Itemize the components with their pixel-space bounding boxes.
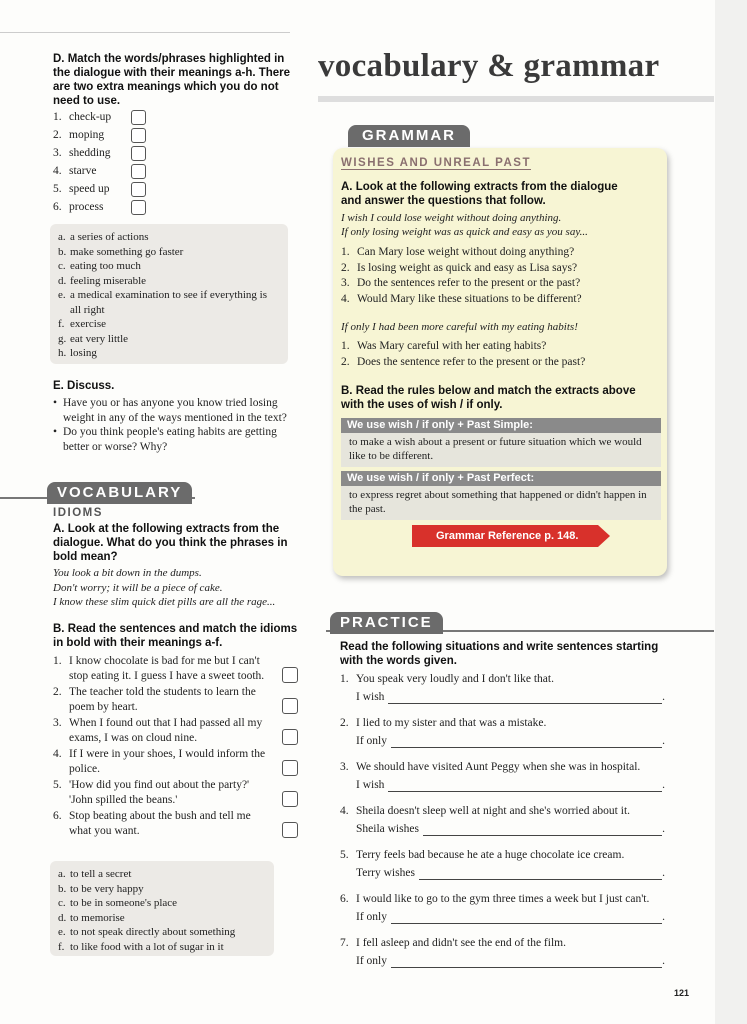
rule-2-header: We use wish / if only + Past Perfect:	[341, 471, 661, 486]
meaning-item	[58, 274, 280, 289]
practice-item	[340, 848, 665, 880]
sentence-text: Stop beating about the bush and tell me what you want.	[69, 810, 251, 837]
meaning-letter: e.	[58, 289, 66, 301]
item-word: starve	[69, 165, 97, 177]
grammar-question	[341, 355, 651, 371]
idiom-meaning	[58, 867, 266, 882]
meaning-text: make something go faster	[70, 245, 184, 258]
answer-line[interactable]	[423, 825, 662, 836]
page-number: 121	[674, 988, 690, 998]
practice-answer-row	[340, 866, 665, 881]
item-number: 1.	[340, 673, 349, 685]
sentence-text: The teacher told the students to learn the poem by heart.	[69, 686, 256, 713]
item-number: 1.	[53, 655, 62, 667]
meaning-letter: h.	[58, 347, 67, 359]
practice-answer-row	[340, 690, 665, 705]
question-text: Can Mary lose weight without doing anything?	[357, 246, 575, 258]
meaning-text: to tell a secret	[70, 868, 132, 880]
meaning-letter: a.	[58, 868, 66, 880]
item-number: 6.	[53, 810, 62, 822]
meaning-item	[58, 332, 280, 347]
grammar-question	[341, 339, 651, 355]
period: .	[662, 954, 665, 967]
meaning-text: to be in someone's place	[70, 897, 178, 909]
idiom-meanings-box	[50, 861, 274, 956]
grammar-subheading: WISHES AND UNREAL PAST	[341, 157, 531, 169]
period: .	[662, 690, 665, 703]
situation-text: Terry feels bad because he ate a huge chocolate ice cream.	[356, 849, 625, 861]
practice-item	[340, 672, 665, 704]
period: .	[662, 866, 665, 879]
meaning-letter: b.	[58, 882, 67, 895]
sentence-text: 'How did you find out about the party?' 'John spilled the beans.'	[69, 779, 250, 806]
practice-situation	[340, 760, 665, 775]
answer-line[interactable]	[391, 913, 662, 924]
sentence-text: I know chocolate is bad for me but I can't stop eating it. I guess I have a sweet tooth.	[69, 655, 265, 682]
answer-start: Sheila wishes	[356, 822, 419, 835]
item-number: 4.	[340, 805, 349, 817]
page-title: vocabulary & grammar	[318, 48, 660, 84]
question-text: Do the sentences refer to the present or the past?	[357, 277, 581, 289]
practice-situation	[340, 804, 665, 819]
answer-box[interactable]	[282, 791, 298, 807]
idiom-meaning	[58, 911, 266, 926]
item-word: shedding	[69, 147, 111, 159]
practice-item	[340, 892, 665, 924]
answer-line[interactable]	[391, 737, 662, 748]
section-e-bullets	[53, 396, 303, 454]
practice-item	[340, 936, 665, 968]
meaning-letter: f.	[58, 318, 65, 330]
word-list-item	[53, 126, 146, 144]
word-list-item	[53, 144, 146, 162]
item-word: check-up	[69, 111, 112, 123]
sentence-text: If I were in your shoes, I would inform the police.	[69, 748, 266, 775]
item-word: process	[69, 201, 104, 213]
bullet-icon: •	[53, 426, 58, 438]
answer-box[interactable]	[131, 182, 146, 197]
answer-box[interactable]	[131, 200, 146, 215]
situation-text: I fell asleep and didn't see the end of the film.	[356, 937, 566, 949]
answer-box-wrap	[269, 809, 298, 838]
idiom-meaning	[58, 940, 266, 955]
meaning-text: eat very little	[70, 332, 129, 345]
item-number: 2.	[340, 717, 349, 729]
grammar-questions-2	[341, 339, 651, 370]
rule-1-body: to make a wish about a present or future situation which we would like to be different.	[341, 433, 661, 467]
situation-text: You speak very loudly and I don't like that.	[356, 673, 554, 685]
meaning-text: losing	[70, 347, 97, 359]
answer-start: I wish	[356, 690, 385, 703]
item-number: 3.	[341, 277, 350, 289]
grammar-question	[341, 292, 651, 308]
period: .	[662, 822, 665, 835]
word-list-item	[53, 108, 146, 126]
grammar-extract-2: If only losing weight was as quick and easy as you say...	[341, 226, 588, 238]
item-word: speed up	[69, 183, 110, 195]
grammar-rule-2	[341, 471, 661, 520]
word-list-item	[53, 198, 146, 216]
item-number: 1.	[341, 340, 350, 352]
item-number: 1.	[341, 246, 350, 258]
meaning-letter: d.	[58, 911, 67, 924]
answer-box-wrap	[269, 685, 298, 714]
item-number: 7.	[340, 937, 349, 949]
practice-situation	[340, 672, 665, 687]
question-text: Is losing weight as quick and easy as Lisa says?	[357, 261, 578, 274]
meaning-letter: g.	[58, 332, 67, 345]
answer-box[interactable]	[131, 128, 146, 143]
answer-box-wrap	[269, 747, 298, 776]
meaning-text: to like food with a lot of sugar in it	[70, 940, 224, 953]
answer-line[interactable]	[391, 957, 662, 968]
meaning-text: to memorise	[70, 911, 125, 924]
dialogue-extract: Don't worry; it will be a piece of cake.	[53, 581, 223, 594]
word-list-item	[53, 162, 146, 180]
title-underline	[318, 96, 714, 102]
practice-answer-row	[340, 954, 665, 969]
answer-start: If only	[356, 954, 387, 967]
period: .	[662, 910, 665, 923]
idiom-sentences	[53, 654, 298, 840]
item-number: 3.	[53, 717, 62, 729]
grammar-instruction-a: A. Look at the following extracts from the dialogue and answer the questions that follow.	[341, 181, 618, 207]
meaning-text: eating too much	[70, 260, 141, 272]
word-list-item	[53, 180, 146, 198]
item-number: 2.	[53, 129, 62, 141]
meaning-item	[58, 346, 280, 361]
grammar-questions-1	[341, 245, 651, 307]
page-edge	[715, 0, 747, 1024]
item-number: 4.	[341, 292, 350, 305]
top-rule	[0, 32, 290, 33]
question-text: Would Mary like these situations to be different?	[357, 292, 582, 305]
practice-answer-row	[340, 822, 665, 837]
item-number: 2.	[341, 261, 350, 274]
item-number: 5.	[53, 779, 62, 791]
practice-situation	[340, 848, 665, 863]
answer-box[interactable]	[282, 667, 298, 683]
idiom-meaning	[58, 896, 266, 911]
practice-item	[340, 760, 665, 792]
meaning-letter: a.	[58, 231, 66, 243]
practice-situation	[340, 892, 665, 907]
answer-box[interactable]	[131, 110, 146, 125]
grammar-question	[341, 261, 651, 277]
answer-box[interactable]	[282, 729, 298, 745]
question-text: Was Mary careful with her eating habits?	[357, 340, 547, 352]
meaning-item	[58, 259, 280, 274]
meaning-letter: c.	[58, 260, 66, 272]
practice-item	[340, 804, 665, 836]
practice-answer-row	[340, 910, 665, 925]
answer-start: If only	[356, 910, 387, 923]
item-number: 4.	[53, 165, 62, 177]
grammar-instruction-b: B. Read the rules below and match the extracts above with the uses of wish / if only.	[341, 385, 636, 411]
practice-banner: PRACTICE	[330, 612, 443, 634]
item-number: 3.	[340, 761, 349, 773]
section-d-word-list	[53, 108, 146, 216]
item-number: 6.	[53, 201, 62, 213]
answer-line[interactable]	[419, 869, 662, 880]
answer-start: I wish	[356, 778, 385, 791]
vocab-instruction-b: B. Read the sentences and match the idioms in bold with their meanings a-f.	[53, 623, 298, 649]
practice-situation	[340, 716, 665, 731]
situation-text: We should have visited Aunt Peggy when she was in hospital.	[356, 761, 641, 773]
practice-item	[340, 716, 665, 748]
section-d-meanings-box	[50, 224, 288, 364]
meaning-item	[58, 245, 280, 260]
grammar-extract-3: If only I had been more careful with my eating habits!	[341, 321, 578, 333]
answer-box-wrap	[269, 716, 298, 745]
meaning-letter: e.	[58, 926, 66, 938]
item-number: 3.	[53, 147, 62, 159]
grammar-question	[341, 245, 651, 261]
idiom-meaning	[58, 925, 266, 940]
section-e-title: E. Discuss.	[53, 380, 115, 392]
rule-1-header: We use wish / if only + Past Simple:	[341, 418, 661, 433]
vocab-extracts	[53, 566, 303, 610]
discussion-bullet	[53, 425, 303, 454]
meaning-letter: d.	[58, 274, 67, 287]
dialogue-extract: I know these slim quick diet pills are all the rage...	[53, 596, 276, 608]
grammar-banner: GRAMMAR	[348, 125, 470, 147]
meaning-text: a series of actions	[70, 231, 149, 243]
practice-instruction: Read the following situations and write sentences starting with the words given.	[340, 641, 659, 667]
meaning-item	[58, 230, 280, 245]
answer-box[interactable]	[131, 146, 146, 161]
grammar-question	[341, 276, 651, 292]
situation-text: I lied to my sister and that was a mistake.	[356, 717, 547, 729]
idiom-sentence	[53, 747, 298, 776]
practice-answer-row	[340, 778, 665, 793]
bullet-text: Do you think people's eating habits are getting better or worse? Why?	[63, 426, 277, 453]
idiom-sentence	[53, 654, 298, 683]
answer-start: Terry wishes	[356, 866, 415, 879]
meaning-text: exercise	[70, 318, 107, 330]
answer-box[interactable]	[131, 164, 146, 179]
practice-list	[340, 672, 665, 980]
bullet-text: Have you or has anyone you know tried losing weight in any of the ways mentioned in the text?	[63, 397, 287, 424]
vocabulary-banner: VOCABULARY	[47, 482, 192, 504]
answer-start: If only	[356, 734, 387, 747]
arrow-right-icon	[598, 525, 610, 547]
situation-text: I would like to go to the gym three times a week but I just can't.	[356, 893, 650, 905]
dialogue-extract: You look a bit down in the dumps.	[53, 567, 202, 579]
grammar-extract-1: I wish I could lose weight without doing anything.	[341, 212, 562, 224]
situation-text: Sheila doesn't sleep well at night and she's worried about it.	[356, 805, 631, 817]
item-number: 5.	[53, 183, 62, 195]
vocab-instruction-a: A. Look at the following extracts from the dialogue. What do you think the phrases in bold mean?	[53, 523, 288, 563]
grammar-rule-1	[341, 418, 661, 467]
idiom-meaning	[58, 882, 266, 897]
item-number: 2.	[341, 355, 350, 368]
period: .	[662, 778, 665, 791]
answer-box-wrap	[269, 654, 298, 683]
item-word: moping	[69, 129, 105, 141]
grammar-reference-label: Grammar Reference p. 148.	[412, 525, 598, 547]
idioms-heading: IDIOMS	[53, 507, 103, 519]
idiom-sentence	[53, 685, 298, 714]
item-number: 5.	[340, 849, 349, 861]
discussion-bullet	[53, 396, 303, 425]
item-number: 6.	[340, 893, 349, 905]
idiom-sentence	[53, 809, 298, 838]
answer-box[interactable]	[282, 760, 298, 776]
answer-box[interactable]	[282, 698, 298, 714]
answer-box[interactable]	[282, 822, 298, 838]
meaning-text: to not speak directly about something	[70, 926, 236, 938]
meaning-letter: f.	[58, 940, 65, 953]
meaning-item	[58, 317, 280, 332]
practice-answer-row	[340, 734, 665, 749]
meaning-letter: b.	[58, 245, 67, 258]
question-text: Does the sentence refer to the present or the past?	[357, 355, 586, 368]
answer-line[interactable]	[388, 781, 662, 792]
idiom-sentence	[53, 716, 298, 745]
item-number: 2.	[53, 686, 62, 698]
answer-line[interactable]	[388, 693, 662, 704]
grammar-reference-tag	[412, 525, 610, 547]
meaning-text: feeling miserable	[70, 274, 147, 287]
practice-situation	[340, 936, 665, 951]
section-d-instruction: D. Match the words/phrases highlighted in the dialogue with their meanings a-h. There are two extra meanings which you do not need to use.	[53, 53, 291, 107]
bullet-icon: •	[53, 397, 58, 409]
item-number: 1.	[53, 111, 62, 123]
item-number: 4.	[53, 748, 62, 760]
answer-box-wrap	[269, 778, 298, 807]
meaning-text: a medical examination to see if everything is all right	[70, 289, 268, 316]
meaning-item	[58, 288, 280, 317]
idiom-sentence	[53, 778, 298, 807]
period: .	[662, 734, 665, 747]
rule-2-body: to express regret about something that happened or didn't happen in the past.	[341, 486, 661, 520]
sentence-text: When I found out that I had passed all my exams, I was on cloud nine.	[69, 717, 263, 744]
meaning-letter: c.	[58, 897, 66, 909]
meaning-text: to be very happy	[70, 882, 144, 895]
